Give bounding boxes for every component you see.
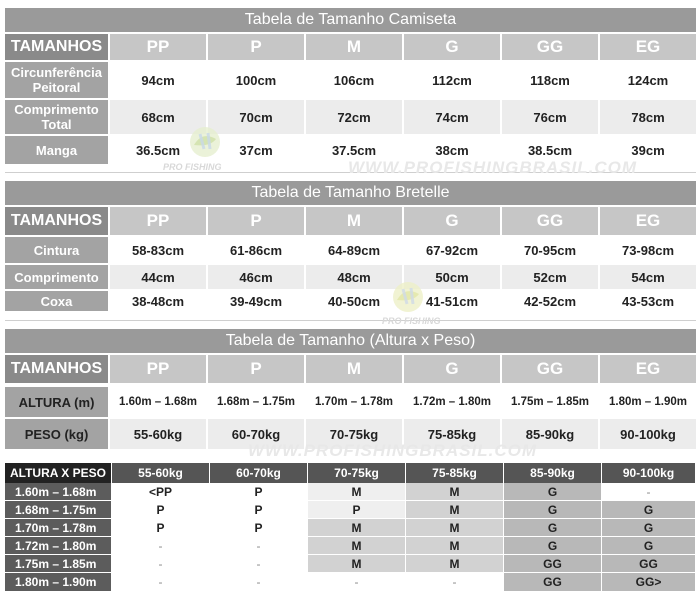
matrix-cell: P [210,501,308,519]
table-row [5,62,696,98]
matrix-cell: - [308,573,406,592]
header-cell: PP [110,355,208,383]
table-cell: 46cm [208,265,306,289]
table-row [5,291,696,311]
header-cell: TAMANHOS [5,355,110,383]
matrix-cell: - [406,573,504,592]
header-cell: PP [110,34,208,60]
row-label: Comprimento Total [5,100,110,134]
header-cell: M [306,34,404,60]
table-cell: 100cm [208,62,306,98]
table-cell: 37.5cm [306,136,404,164]
header-cell: ALTURA X PESO [5,463,112,483]
matrix-row [5,537,696,555]
header-cell: GG [502,34,600,60]
matrix-row [5,573,696,592]
matrix-cell: - [602,483,696,501]
table-row [5,100,696,134]
header-cell: 55-60kg [112,463,210,483]
matrix-cell: - [112,537,210,555]
matrix-cell: <PP [112,483,210,501]
camiseta-header-row [5,34,696,60]
table-cell: 106cm [306,62,404,98]
logo-text: PRO FISHING [163,162,222,172]
table-cell: 94cm [110,62,208,98]
table-cell: 78cm [600,100,696,134]
header-cell: 70-75kg [308,463,406,483]
table-cell: 39-49cm [208,291,306,311]
table-cell: 76cm [502,100,600,134]
row-label: Circunferência Peitoral [5,62,110,98]
table-cell: 70-95cm [502,237,600,263]
matrix-cell: M [308,483,406,501]
bretelle-header-row [5,207,696,235]
table-cell: 41-51cm [404,291,502,311]
altura-peso-matrix [5,463,696,592]
matrix-cell: M [406,555,504,573]
matrix-cell: P [210,519,308,537]
matrix-cell: G [504,501,602,519]
header-cell: 60-70kg [210,463,308,483]
table-cell: 124cm [600,62,696,98]
altura-peso-title: Tabela de Tamanho (Altura x Peso) [5,329,696,353]
header-cell: M [306,355,404,383]
matrix-cell: - [210,555,308,573]
matrix-cell: - [210,537,308,555]
matrix-row [5,501,696,519]
table-cell: 1.80m – 1.90m [600,387,696,417]
bretelle-table [5,181,696,311]
matrix-cell: G [602,501,696,519]
table-cell: 64-89cm [306,237,404,263]
table-cell: 67-92cm [404,237,502,263]
matrix-row-label: 1.72m – 1.80m [5,537,112,555]
matrix-cell: M [406,519,504,537]
matrix-cell: M [406,501,504,519]
watermark-text: WWW.PROFISHINGBRASIL.COM [248,441,538,460]
row-label: PESO (kg) [5,419,110,449]
table-cell: 73-98cm [600,237,696,263]
altura-peso-header-row [5,355,696,383]
table-cell: 1.72m – 1.80m [404,387,502,417]
table-cell: 58-83cm [110,237,208,263]
table-cell: 50cm [404,265,502,289]
row-label: Coxa [5,291,110,311]
camiseta-title: Tabela de Tamanho Camiseta [5,8,696,32]
matrix-row [5,519,696,537]
header-cell: 90-100kg [602,463,696,483]
table-cell: 52cm [502,265,600,289]
header-cell: GG [502,355,600,383]
matrix-cell: GG [504,573,602,592]
divider [5,320,696,321]
table-cell: 1.60m – 1.68m [110,387,208,417]
watermark-text: WWW.PROFISHINGBRASIL.COM [348,158,638,177]
row-label: Manga [5,136,110,164]
logo-text: PRO FISHING [382,316,441,326]
matrix-cell: M [406,537,504,555]
matrix-cell: - [112,555,210,573]
matrix-cell: GG [504,555,602,573]
table-cell: 1.70m – 1.78m [306,387,404,417]
header-cell: P [208,34,306,60]
matrix-cell: P [112,519,210,537]
matrix-row-label: 1.60m – 1.68m [5,483,112,501]
row-label: Cintura [5,237,110,263]
divider [5,172,696,173]
table-row [5,136,696,164]
matrix-cell: - [210,573,308,592]
table-cell: 54cm [600,265,696,289]
table-row [5,237,696,263]
row-label: ALTURA (m) [5,387,110,417]
matrix-cell: G [602,537,696,555]
table-cell: 40-50cm [306,291,404,311]
table-cell: 55-60kg [110,419,208,449]
camiseta-table [5,8,696,164]
header-cell: G [404,34,502,60]
matrix-cell: GG> [602,573,696,592]
table-cell: 43-53cm [600,291,696,311]
table-cell: 112cm [404,62,502,98]
table-cell: 48cm [306,265,404,289]
matrix-row [5,555,696,573]
altura-peso-table [5,329,696,449]
table-cell: 118cm [502,62,600,98]
table-cell: 37cm [208,136,306,164]
table-cell: 61-86cm [208,237,306,263]
header-cell: TAMANHOS [5,34,110,60]
header-cell: EG [600,355,696,383]
row-label: Comprimento [5,265,110,289]
table-cell: 90-100kg [600,419,696,449]
table-cell: 1.68m – 1.75m [208,387,306,417]
table-cell: 44cm [110,265,208,289]
matrix-row-label: 1.70m – 1.78m [5,519,112,537]
matrix-cell: P [112,501,210,519]
table-cell: 75-85kg [404,419,502,449]
matrix-cell: P [210,483,308,501]
table-cell: 39cm [600,136,696,164]
header-cell: P [208,207,306,235]
matrix-cell: M [308,537,406,555]
table-cell: 68cm [110,100,208,134]
table-cell: 85-90kg [502,419,600,449]
header-cell: G [404,207,502,235]
table-cell: 1.75m – 1.85m [502,387,600,417]
header-cell: PP [110,207,208,235]
table-row [5,387,696,417]
table-cell: 72cm [306,100,404,134]
header-cell: P [208,355,306,383]
matrix-cell: M [308,519,406,537]
matrix-row-label: 1.75m – 1.85m [5,555,112,573]
matrix-row-label: 1.80m – 1.90m [5,573,112,592]
matrix-cell: G [504,519,602,537]
matrix-body [5,483,696,592]
header-cell: 75-85kg [406,463,504,483]
table-row [5,265,696,289]
matrix-cell: M [308,555,406,573]
header-cell: TAMANHOS [5,207,110,235]
matrix-row [5,483,696,501]
bretelle-title: Tabela de Tamanho Bretelle [5,181,696,205]
table-cell: 60-70kg [208,419,306,449]
matrix-header-row [5,463,696,483]
table-cell: 42-52cm [502,291,600,311]
table-cell: 38-48cm [110,291,208,311]
table-cell: 38.5cm [502,136,600,164]
header-cell: 85-90kg [504,463,602,483]
header-cell: EG [600,34,696,60]
header-cell: GG [502,207,600,235]
header-cell: EG [600,207,696,235]
table-cell: 70-75kg [306,419,404,449]
header-cell: M [306,207,404,235]
matrix-cell: G [504,537,602,555]
matrix-cell: G [504,483,602,501]
table-row [5,419,696,449]
table-cell: 38cm [404,136,502,164]
matrix-cell: M [406,483,504,501]
matrix-cell: P [308,501,406,519]
table-cell: 74cm [404,100,502,134]
matrix-cell: - [112,573,210,592]
matrix-cell: GG [602,555,696,573]
table-cell: 36.5cm [110,136,208,164]
header-cell: G [404,355,502,383]
table-cell: 70cm [208,100,306,134]
matrix-cell: G [602,519,696,537]
matrix-row-label: 1.68m – 1.75m [5,501,112,519]
